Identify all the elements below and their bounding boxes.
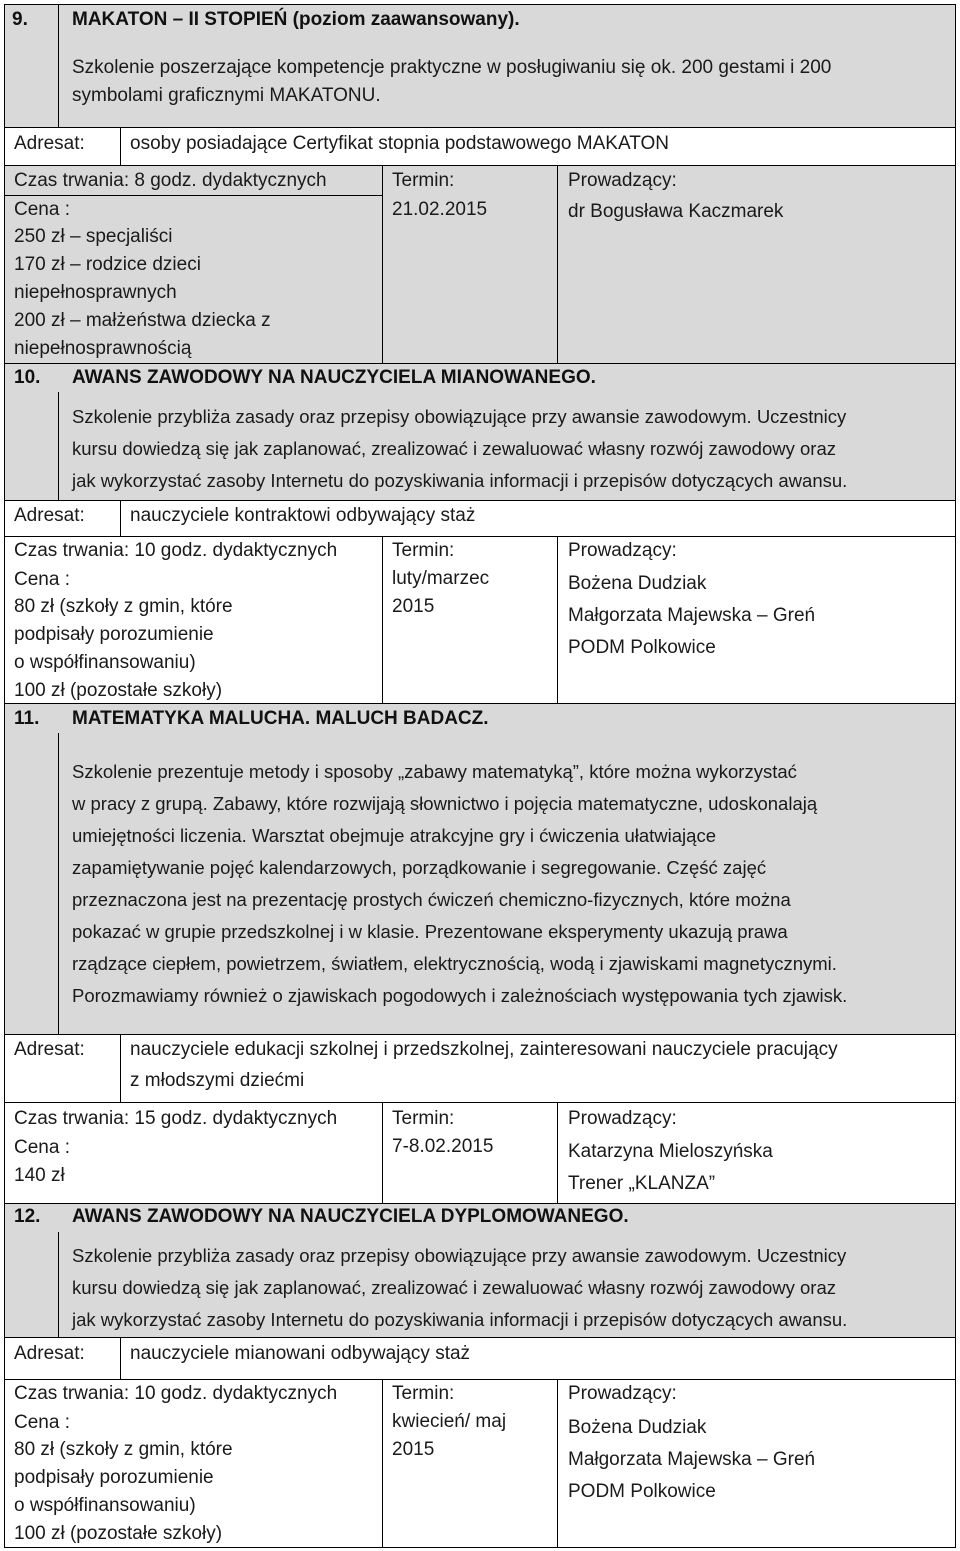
section-10-adresat-label: Adresat:: [14, 505, 85, 526]
section-12-title: AWANS ZAWODOWY NA NAUCZYCIELA DYPLOMOWANEGO.: [72, 1206, 629, 1227]
section-10-number: 10.: [14, 367, 41, 388]
section-10-duration: Czas trwania: 10 godz. dydaktycznych: [14, 540, 338, 561]
section-12-number: 12.: [14, 1206, 41, 1227]
section-12-price: 80 zł (szkoły z gmin, które podpisały porozumienie o współfinansowaniu) 100 zł (pozostałe szkoły): [14, 1439, 233, 1544]
section-11-adresat-label: Adresat:: [14, 1039, 85, 1060]
section-12-adresat-label: Adresat:: [14, 1343, 85, 1364]
section-11-termin-label: Termin:: [392, 1108, 455, 1129]
section-10-price: 80 zł (szkoły z gmin, które podpisały porozumienie o współfinansowaniu) 100 zł (pozostałe szkoły): [14, 596, 233, 701]
section-9-adresat-label: Adresat:: [14, 133, 85, 154]
section-9-price-label: Cena :: [14, 199, 70, 220]
section-9-termin: 21.02.2015: [392, 199, 488, 220]
section-10-adresat: nauczyciele kontraktowi odbywający staż: [130, 505, 476, 526]
section-11-trainer-label: Prowadzący:: [568, 1108, 677, 1129]
section-11-title: MATEMATYKA MALUCHA. MALUCH BADACZ.: [72, 708, 489, 729]
section-9-trainer: dr Bogusława Kaczmarek: [568, 201, 784, 222]
section-10-trainers: Bożena Dudziak Małgorzata Majewska – Greń PODM Polkowice: [568, 573, 816, 658]
section-9-trainer-label: Prowadzący:: [568, 170, 677, 191]
section-12-duration: Czas trwania: 10 godz. dydaktycznych: [14, 1383, 338, 1404]
section-10-trainer-label: Prowadzący:: [568, 540, 677, 561]
section-9-price: 250 zł – specjaliści 170 zł – rodzice dzieci niepełnosprawnych 200 zł – małżeństwa dziecka z niepełnosprawnością: [14, 226, 271, 359]
section-12-termin: kwiecień/ maj 2015: [392, 1411, 507, 1460]
section-9-description: Szkolenie poszerzające kompetencje praktyczne w posługiwaniu się ok. 200 gestami i 200 symbolami graficznymi MAKATONU.: [72, 57, 832, 106]
section-11-adresat: nauczyciele edukacji szkolnej i przedszkolnej, zainteresowani nauczyciele pracujący z młodszymi dziećmi: [130, 1039, 838, 1091]
section-9-adresat: osoby posiadające Certyfikat stopnia podstawowego MAKATON: [130, 133, 669, 154]
section-11-price-label: Cena :: [14, 1137, 70, 1158]
section-10-termin: luty/marzec 2015: [392, 568, 490, 617]
section-11-price: 140 zł: [14, 1165, 65, 1186]
section-12-termin-label: Termin:: [392, 1383, 455, 1404]
section-11-trainers: Katarzyna Mieloszyńska Trener „KLANZA”: [568, 1141, 773, 1194]
section-12-trainer-label: Prowadzący:: [568, 1383, 677, 1404]
section-12-price-label: Cena :: [14, 1412, 70, 1433]
section-11-description: Szkolenie prezentuje metody i sposoby „zabawy matematyką”, które można wykorzystać w pracy z grupą. Zabawy, które rozwijają słownictwo i pojęcia matematyczne, udoskonalają umiejętności liczenia. Warsztat obejmuje atrakcyjne gry i ćwiczenia ułatwiające zapamiętywanie pojęć kalendarzowych, porządkowanie i segregowanie. Część zajęć przeznaczona jest na prezentację prostych ćwiczeń chemiczno-fizycznych, które można pokazać w grupie przedszkolnej i w klasie. Prezentowane eksperymenty ukazują prawa rządzące ciepłem, powietrzem, światłem, elektrycznością, wodą i zjawiskami magnetycznymi. Porozmawiamy również o zjawiskach pogodowych i zależnościach występowania tych zjawisk.: [72, 761, 848, 1006]
section-9-title: MAKATON – II STOPIEŃ (poziom zaawansowany).: [72, 9, 520, 30]
section-11-duration: Czas trwania: 15 godz. dydaktycznych: [14, 1108, 338, 1129]
section-11-termin: 7-8.02.2015: [392, 1136, 494, 1157]
section-10-description: Szkolenie przybliża zasady oraz przepisy obowiązujące przy awansie zawodowym. Uczestnicy kursu dowiedzą się jak zaplanować, zrealizować i zewaluować własny rozwój zawodowy oraz jak wykorzystać zasoby Internetu do pozyskiwania informacji i przepisów dotyczących awansu.: [72, 406, 848, 491]
section-10-termin-label: Termin:: [392, 540, 455, 561]
section-10-title: AWANS ZAWODOWY NA NAUCZYCIELA MIANOWANEGO.: [72, 367, 596, 388]
section-9-number: 9.: [12, 9, 28, 30]
section-9-termin-label: Termin:: [392, 170, 455, 191]
section-10-price-label: Cena :: [14, 569, 70, 590]
section-11-number: 11.: [14, 708, 40, 729]
section-12-description: Szkolenie przybliża zasady oraz przepisy obowiązujące przy awansie zawodowym. Uczestnicy kursu dowiedzą się jak zaplanować, zrealizować i zewaluować własny rozwój zawodowy oraz jak wykorzystać zasoby Internetu do pozyskiwania informacji i przepisów dotyczących awansu.: [72, 1245, 848, 1330]
section-9-duration: Czas trwania: 8 godz. dydaktycznych: [14, 170, 327, 191]
section-12-trainers: Bożena Dudziak Małgorzata Majewska – Greń PODM Polkowice: [568, 1417, 816, 1502]
section-12-adresat: nauczyciele mianowani odbywający staż: [130, 1343, 471, 1364]
